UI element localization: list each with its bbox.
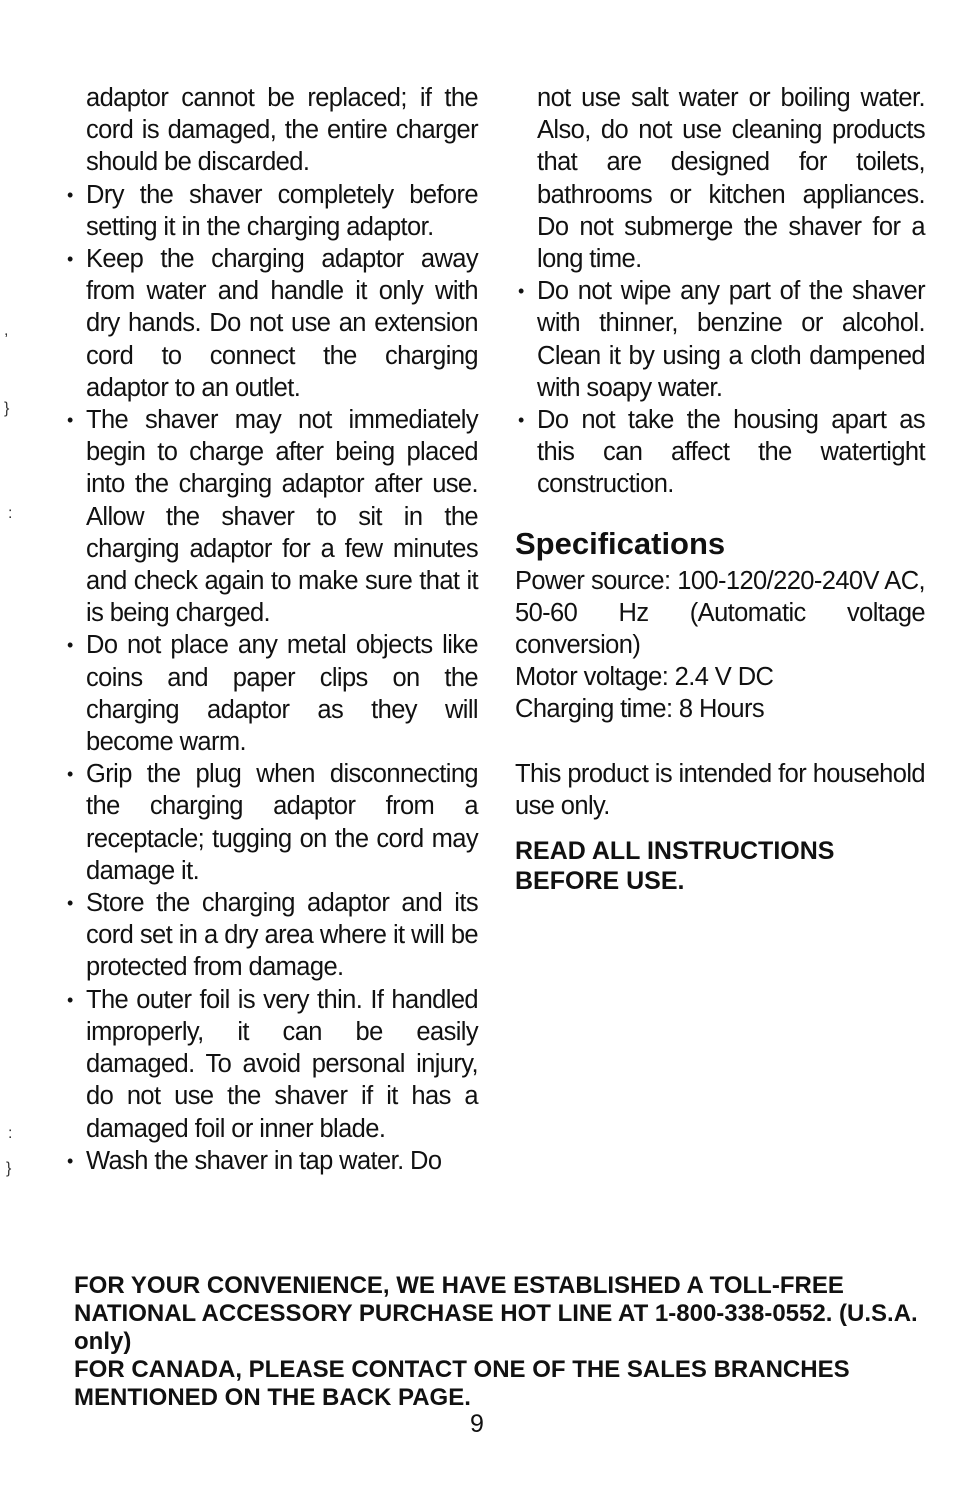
bullet-item	[515, 275, 925, 404]
scan-mark: ,	[4, 322, 9, 339]
canada-notice: FOR CANADA, PLEASE CONTACT ONE OF THE SALES BRANCHES MENTIONED ON THE BACK PAGE.	[74, 1356, 850, 1411]
continued-paragraph: not use salt water or boiling water. Also, do not use cleaning products that are designed for toilets, bathrooms or kitchen appliances. Do not submerge the shaver for a long time.	[537, 84, 925, 274]
bullet-item	[64, 243, 478, 404]
bullet-text: Store the charging adaptor and its cord set in a dry area where it will be protected from damage.	[86, 889, 478, 982]
hotline-notice: FOR YOUR CONVENIENCE, WE HAVE ESTABLISHED A TOLL-FREE NATIONAL ACCESSORY PURCHASE HOT LINE AT 1-800-338-0552. (U.S.A. only)	[74, 1272, 918, 1355]
bullet-item	[64, 404, 478, 629]
footer-notice	[74, 1272, 930, 1412]
bullet-icon: •	[67, 893, 73, 914]
bullet-text: Wash the shaver in tap water. Do	[86, 1146, 442, 1175]
scan-mark: }	[6, 1160, 12, 1177]
bullet-text: The outer foil is very thin. If handled improperly, it can be easily damaged. To avoid personal injury, do not use the shaver if it has a damaged foil or inner blade.	[86, 985, 478, 1143]
spacer	[515, 726, 925, 758]
bullet-icon: •	[518, 281, 524, 302]
bullet-item	[64, 179, 478, 243]
continued-paragraph: adaptor cannot be replaced; if the cord is damaged, the entire charger should be discarded.	[86, 84, 478, 177]
scan-mark: :	[8, 505, 13, 522]
bullet-item	[64, 887, 478, 984]
bullet-item	[64, 984, 478, 1145]
bullet-icon: •	[518, 410, 524, 431]
spec-power-source: Power source: 100-120/220-240V AC, 50-60 Hz (Automatic voltage conversion)	[515, 566, 925, 660]
right-column	[515, 82, 925, 921]
bullet-icon: •	[67, 249, 73, 270]
bullet-item	[64, 1145, 478, 1177]
household-use-note: This product is intended for household use only.	[515, 759, 925, 820]
bullet-item	[515, 404, 925, 501]
bullet-text: Do not take the housing apart as this can affect the watertight construction.	[537, 406, 925, 499]
bullet-icon: •	[67, 989, 73, 1010]
bullet-text: Keep the charging adaptor away from water and handle it only with dry hands. Do not use an extension cord to connect the charging adaptor to an outlet.	[86, 245, 478, 402]
bullet-item	[64, 758, 478, 887]
read-instructions-notice: READ ALL INSTRUCTIONS BEFORE USE.	[515, 837, 835, 896]
bullet-icon: •	[67, 764, 73, 785]
bullet-text: Grip the plug when disconnecting the charging adaptor from a receptacle; tugging on the cord may damage it.	[86, 760, 478, 885]
specifications-heading: Specifications	[515, 525, 726, 561]
spec-motor-voltage: Motor voltage: 2.4 V DC	[515, 663, 774, 692]
spec-charging-time: Charging time: 8 Hours	[515, 695, 764, 724]
page-number: 9	[470, 1410, 484, 1438]
bullet-icon: •	[67, 410, 73, 431]
left-column	[64, 82, 478, 1177]
bullet-text: Do not place any metal objects like coins and paper clips on the charging adaptor as they will become warm.	[86, 631, 478, 757]
scan-mark: :	[8, 1125, 13, 1142]
bullet-icon: •	[67, 1150, 73, 1171]
bullet-text: The shaver may not immediately begin to charge after being placed into the charging adaptor after use. Allow the shaver to sit in the charging adaptor for a few minutes and check again to make sure that it is being charged.	[86, 406, 478, 628]
bullet-icon: •	[67, 184, 73, 205]
scan-mark: }	[4, 400, 10, 417]
bullet-item	[64, 629, 478, 758]
bullet-text: Do not wipe any part of the shaver with thinner, benzine or alcohol. Clean it by using a cloth dampened with soapy water.	[537, 277, 925, 402]
bullet-text: Dry the shaver completely before setting it in the charging adaptor.	[86, 180, 478, 241]
bullet-icon: •	[67, 635, 73, 656]
